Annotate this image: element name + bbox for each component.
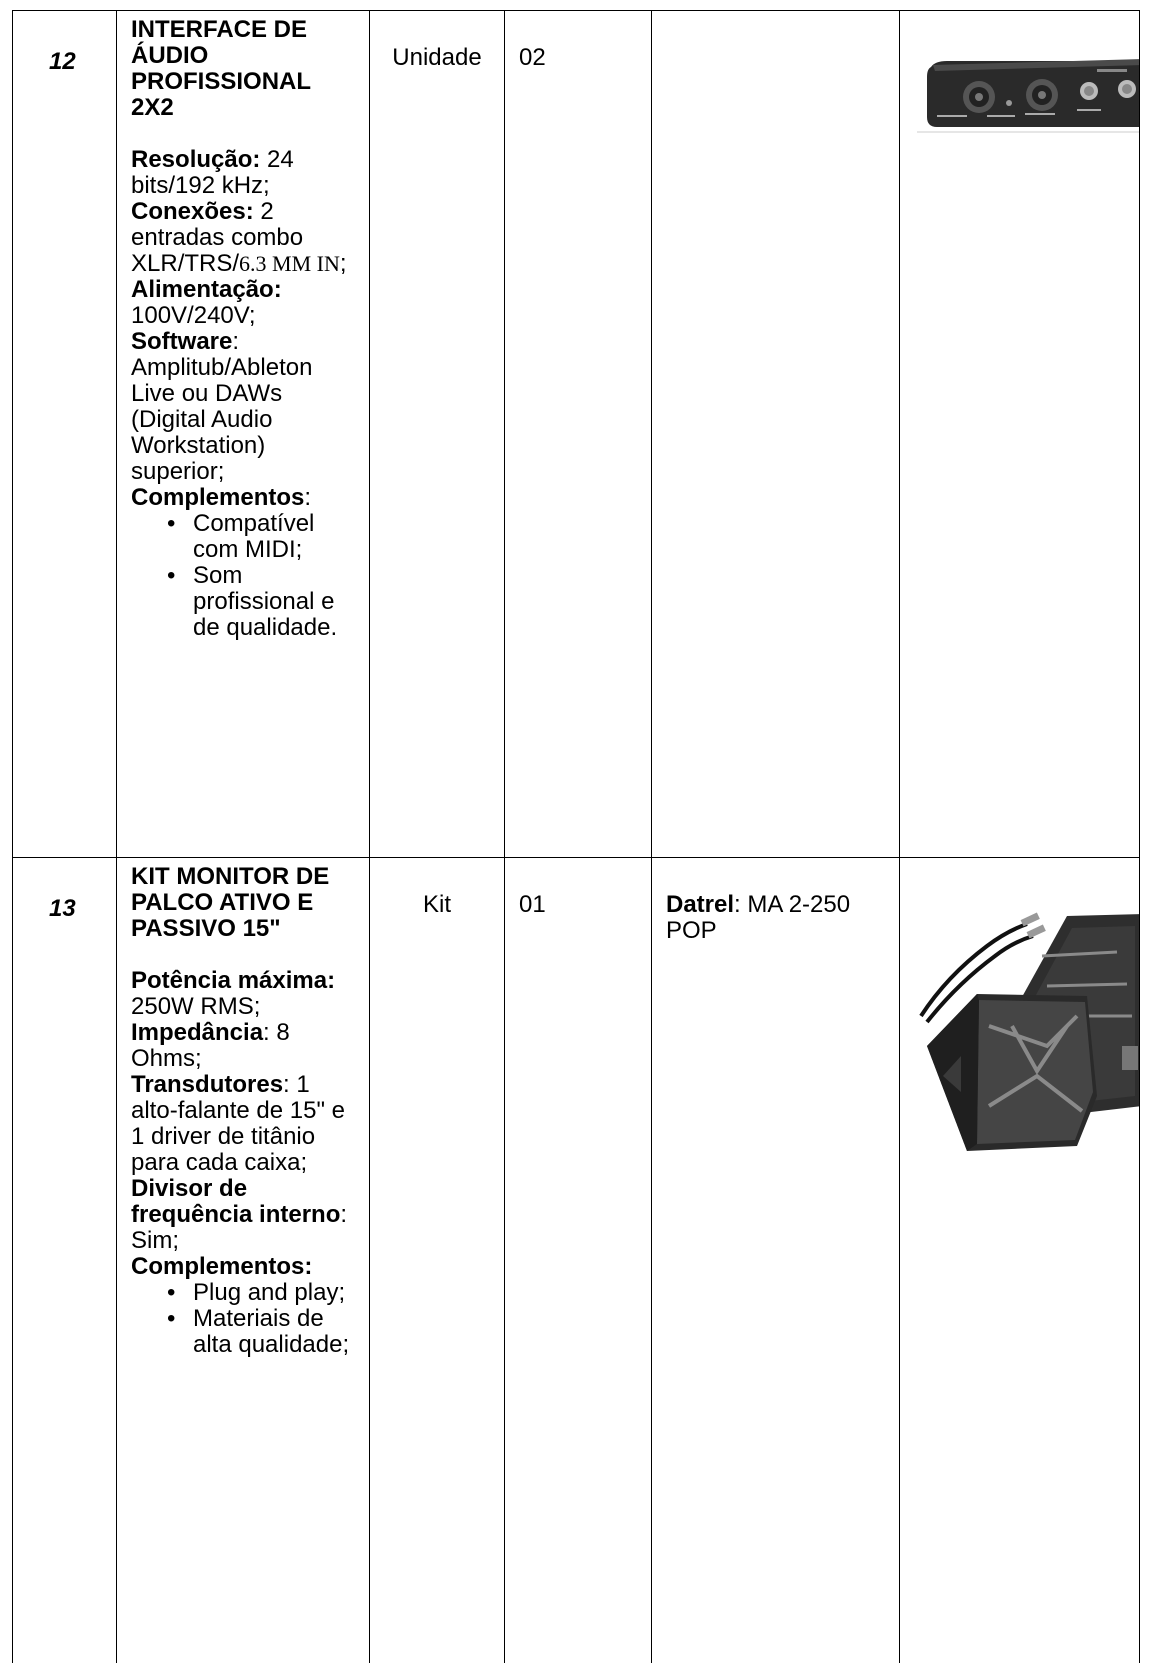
item-number: 13 bbox=[13, 858, 117, 1663]
spec-line: Transdutores: 1 alto-falante de 15" e 1 driver de titânio para cada caixa; bbox=[131, 1071, 346, 1176]
item-description bbox=[117, 11, 370, 858]
item-number: 12 bbox=[13, 11, 117, 858]
list-item: • Materiais de alta qualidade; bbox=[193, 1306, 359, 1358]
spec-line: Impedância: 8 Ohms; bbox=[131, 1019, 290, 1072]
spec-line: Potência máxima: 250W RMS; bbox=[131, 967, 336, 1020]
spec-line: Resolução: 24 bits/192 kHz; bbox=[131, 146, 294, 199]
spec-line: Complementos: bbox=[131, 1253, 313, 1280]
item-unit: Unidade bbox=[370, 11, 505, 858]
item-unit: Kit bbox=[370, 858, 505, 1663]
spec-line: Alimentação: 100V/240V; bbox=[131, 276, 282, 329]
table-row bbox=[13, 11, 1140, 858]
item-image-cell bbox=[900, 11, 1140, 858]
item-quantity: 01 bbox=[505, 858, 652, 1663]
item-title: INTERFACE DE ÁUDIO PROFISSIONAL 2X2 bbox=[131, 16, 311, 121]
item-description bbox=[117, 858, 370, 1663]
list-item: • Compatível com MIDI; bbox=[193, 511, 359, 563]
stage-monitor-photo bbox=[917, 896, 1140, 1162]
audio-interface-photo bbox=[917, 47, 1140, 143]
spec-line: Complementos: bbox=[131, 484, 312, 511]
item-brand: Datrel: MA 2-250 POP bbox=[652, 858, 900, 1663]
list-item: • Plug and play; bbox=[193, 1280, 359, 1306]
item-title: KIT MONITOR DE PALCO ATIVO E PASSIVO 15" bbox=[131, 863, 330, 942]
item-quantity: 02 bbox=[505, 11, 652, 858]
table-row bbox=[13, 858, 1140, 1663]
bullet-list bbox=[131, 1280, 359, 1358]
spec-line: Divisor de frequência interno: Sim; bbox=[131, 1175, 348, 1254]
bullet-list bbox=[131, 511, 359, 641]
list-item: • Som profissional e de qualidade. bbox=[193, 563, 359, 641]
spec-line: Conexões: 2 entradas combo XLR/TRS/6.3 MM IN; bbox=[131, 198, 347, 277]
spec-line: Software: Amplitub/Ableton Live ou DAWs (Digital Audio Workstation) superior; bbox=[131, 328, 313, 485]
item-brand bbox=[652, 11, 900, 858]
product-spec-table bbox=[12, 10, 1140, 1663]
item-image-cell bbox=[900, 858, 1140, 1663]
